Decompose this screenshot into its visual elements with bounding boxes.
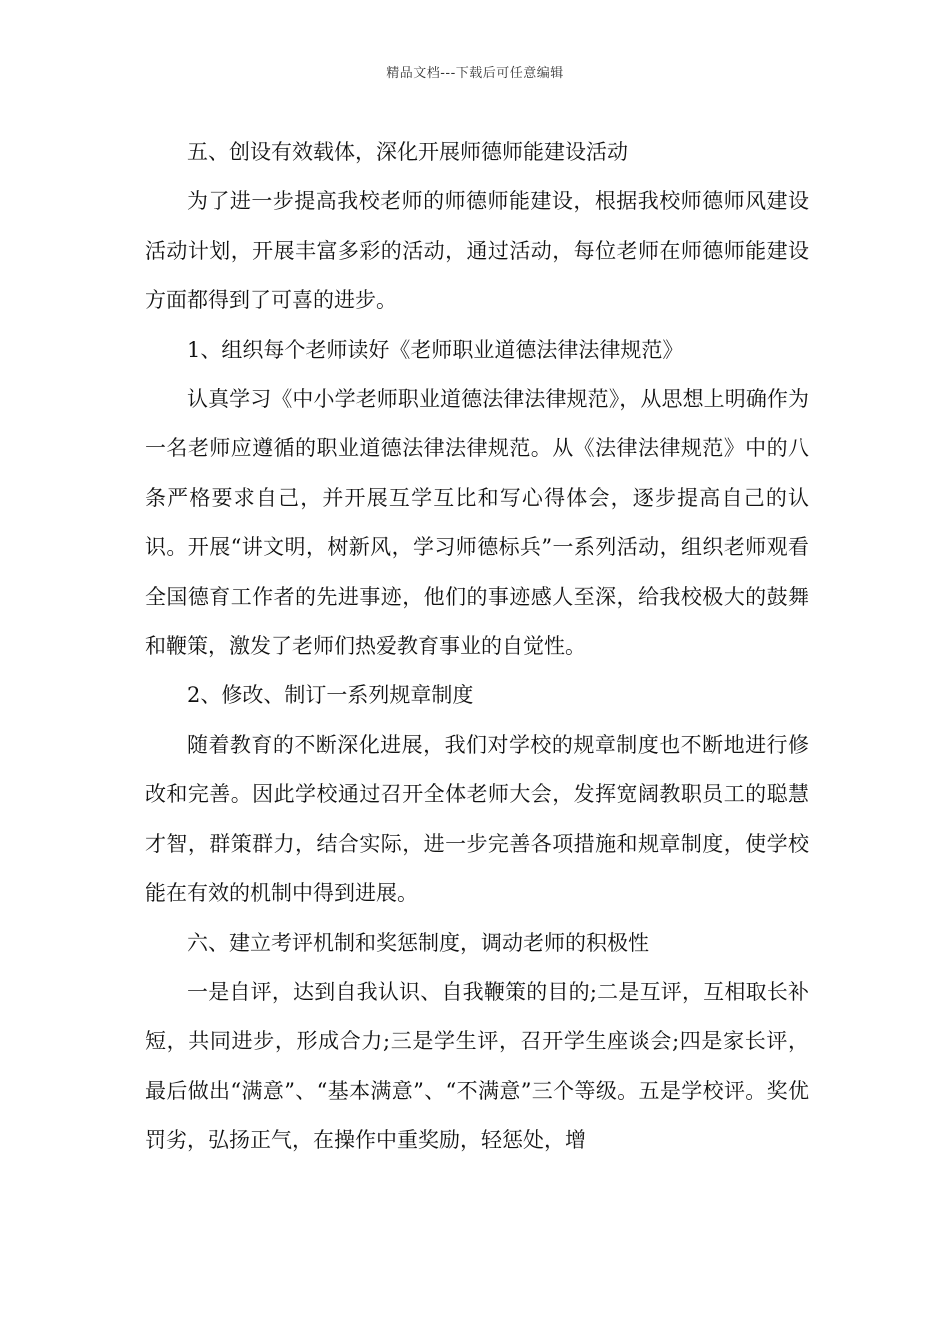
subheading-one: 1、组织每个老师读好《老师职业道德法律法律规范》 <box>187 337 684 362</box>
subheading-two: 2、修改、制订一系列规章制度 <box>187 683 474 708</box>
document-body <box>145 128 809 1166</box>
paragraph-rules: 随着教育的不断深化进展，我们对学校的规章制度也不断地进行修改和完善。因此学校通过召开全体老师大会，发挥宽阔教职员工的聪慧才智，群策群力，结合实际，进一步完善各项措施和规章制度，使学校能在有效的机制中得到进展。 <box>145 732 809 906</box>
page-header: 精品文档---下载后可任意编辑 <box>386 66 564 81</box>
section-heading-six: 六、建立考评机制和奖惩制度，调动老师的积极性 <box>187 930 649 955</box>
paragraph-study: 认真学习《中小学老师职业道德法律法律规范》，从思想上明确作为一名老师应遵循的职业道德法律法律规范。从《法律法律规范》中的八条严格要求自己，并开展互学互比和写心得体会，逐步提高自己的认识。开展“讲文明，树新风，学习师德标兵”一系列活动，组织老师观看全国德育工作者的先进事迹，他们的事迹感人至深，给我校极大的鼓舞和鞭策，激发了老师们热爱教育事业的自觉性。 <box>145 387 809 659</box>
section-heading-five: 五、创设有效载体，深化开展师德师能建设活动 <box>187 140 628 164</box>
paragraph-evaluation: 一是自评，达到自我认识、自我鞭策的目的;二是互评，互相取长补短，共同进步，形成合力;三是学生评，召开学生座谈会;四是家长评，最后做出“满意”、“基本满意”、“不满意”三个等级。五是学校评。奖优罚劣，弘扬正气，在操作中重奖励，轻惩处，增 <box>145 979 809 1153</box>
paragraph-intro: 为了进一步提高我校老师的师德师能建设，根据我校师德师风建设活动计划，开展丰富多彩的活动，通过活动，每位老师在师德师能建设方面都得到了可喜的进步。 <box>145 189 809 313</box>
